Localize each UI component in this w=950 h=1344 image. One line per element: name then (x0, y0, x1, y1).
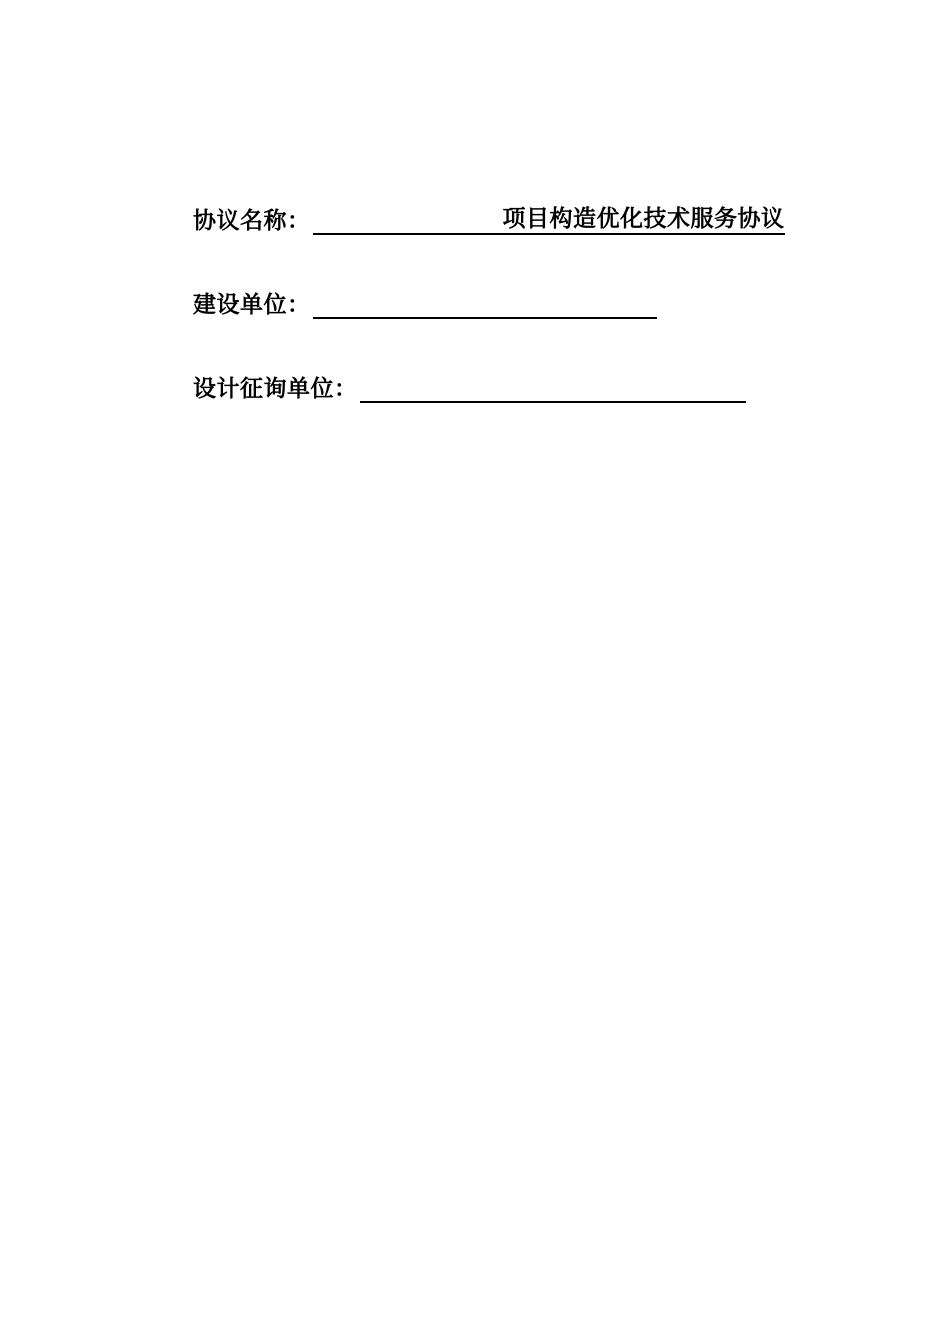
construction-unit-row (193, 287, 657, 319)
construction-unit-field[interactable] (313, 289, 657, 319)
agreement-name-label: 协议名称： (193, 208, 311, 234)
design-consulting-unit-row (193, 371, 746, 403)
agreement-name-row (193, 203, 785, 235)
agreement-name-value: 项目构造优化技术服务协议 (502, 206, 785, 232)
agreement-name-field[interactable] (313, 205, 785, 235)
design-consulting-unit-field[interactable] (360, 373, 746, 403)
construction-unit-label: 建设单位： (193, 292, 311, 318)
design-consulting-unit-label: 设计征询单位： (193, 376, 358, 402)
